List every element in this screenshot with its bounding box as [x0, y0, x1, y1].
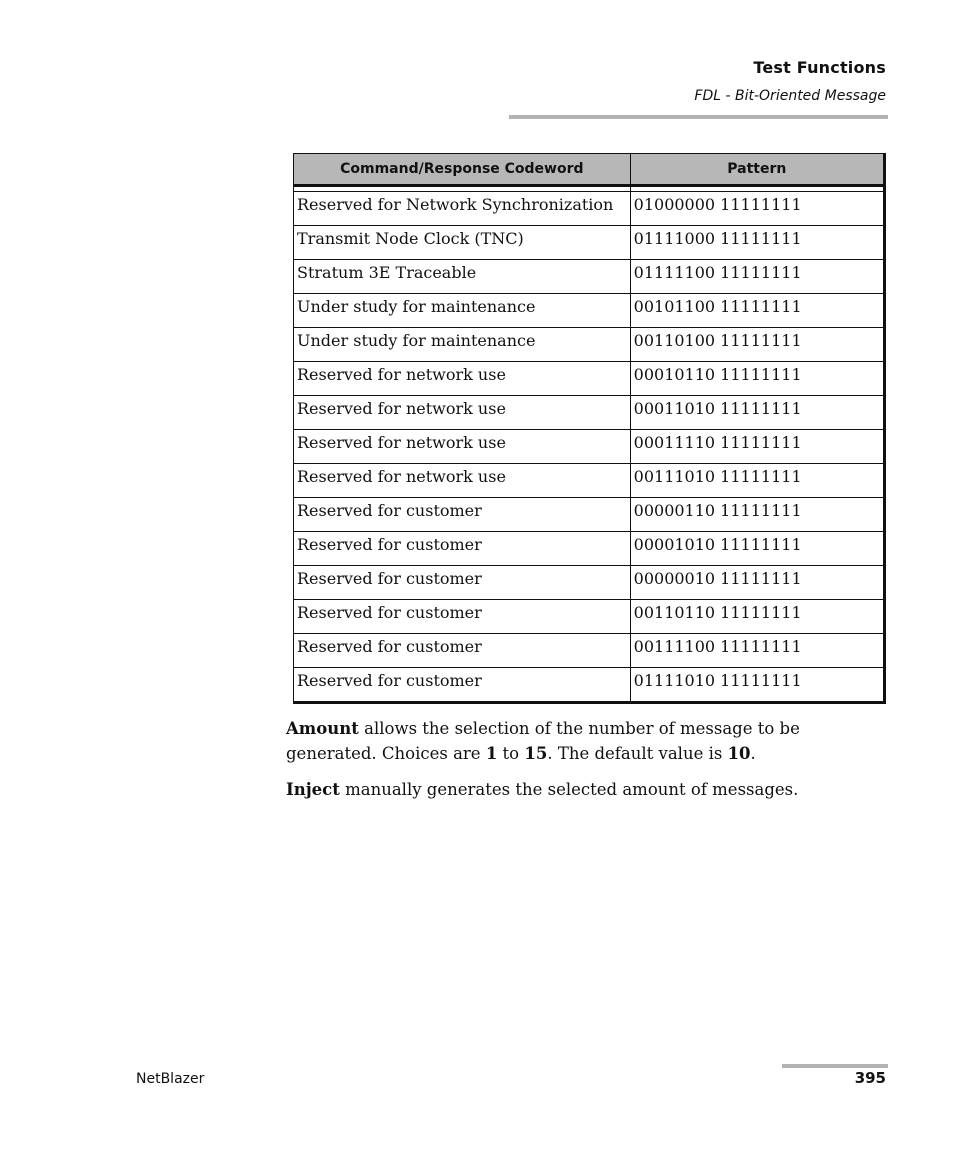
codeword-cell: Reserved for customer	[294, 668, 631, 703]
codeword-cell: Under study for maintenance	[294, 294, 631, 328]
pattern-cell: 00101100 11111111	[630, 294, 884, 328]
amount-text-1: allows the selection of the number of message to be generated. Choices are	[286, 719, 800, 763]
footer-divider	[782, 1064, 888, 1068]
codeword-cell: Reserved for customer	[294, 566, 631, 600]
amount-text-2: to	[497, 744, 525, 763]
pattern-cell: 01000000 11111111	[630, 192, 884, 226]
section-subtitle: FDL - Bit-Oriented Message	[694, 88, 886, 104]
codeword-cell: Reserved for customer	[294, 532, 631, 566]
amount-term: Amount	[286, 719, 359, 738]
pattern-cell: 00001010 11111111	[630, 532, 884, 566]
table-row	[294, 396, 885, 430]
table-row	[294, 328, 885, 362]
pattern-cell: 00110100 11111111	[630, 328, 884, 362]
codeword-cell: Reserved for network use	[294, 464, 631, 498]
pattern-cell: 00111010 11111111	[630, 464, 884, 498]
table-header-row	[294, 154, 885, 186]
section-title: Test Functions	[753, 58, 886, 77]
header-divider	[509, 115, 888, 119]
column-header-codeword: Command/Response Codeword	[294, 154, 631, 186]
pattern-cell: 00111100 11111111	[630, 634, 884, 668]
table-row	[294, 260, 885, 294]
pattern-cell: 00000010 11111111	[630, 566, 884, 600]
codeword-cell: Reserved for network use	[294, 430, 631, 464]
table-row	[294, 634, 885, 668]
codeword-cell: Reserved for customer	[294, 600, 631, 634]
pattern-cell: 00011110 11111111	[630, 430, 884, 464]
table-row	[294, 362, 885, 396]
inject-text: manually generates the selected amount of messages.	[339, 780, 799, 799]
codeword-table	[293, 153, 886, 704]
table-row	[294, 294, 885, 328]
pattern-cell: 00011010 11111111	[630, 396, 884, 430]
codeword-cell: Reserved for customer	[294, 498, 631, 532]
amount-max: 15	[524, 744, 548, 763]
codeword-cell: Reserved for Network Synchronization	[294, 192, 631, 226]
amount-default: 10	[727, 744, 751, 763]
pattern-cell: 00110110 11111111	[630, 600, 884, 634]
table-row	[294, 192, 885, 226]
amount-description	[286, 716, 846, 766]
amount-text-3: . The default value is	[547, 744, 728, 763]
product-name: NetBlazer	[136, 1071, 205, 1087]
amount-text-4: .	[750, 744, 756, 763]
inject-term: Inject	[286, 780, 340, 799]
pattern-cell: 01111000 11111111	[630, 226, 884, 260]
codeword-table-container	[293, 153, 888, 704]
table-row	[294, 600, 885, 634]
pattern-cell: 00000110 11111111	[630, 498, 884, 532]
table-row	[294, 430, 885, 464]
pattern-cell: 01111100 11111111	[630, 260, 884, 294]
table-row	[294, 226, 885, 260]
codeword-cell: Reserved for network use	[294, 396, 631, 430]
table-row	[294, 566, 885, 600]
pattern-cell: 01111010 11111111	[630, 668, 884, 703]
codeword-cell: Under study for maintenance	[294, 328, 631, 362]
column-header-pattern: Pattern	[630, 154, 884, 186]
table-row	[294, 498, 885, 532]
table-row	[294, 668, 885, 703]
page-number: 395	[854, 1069, 886, 1087]
codeword-cell: Stratum 3E Traceable	[294, 260, 631, 294]
inject-description	[286, 777, 846, 802]
codeword-cell: Reserved for customer	[294, 634, 631, 668]
amount-min: 1	[485, 744, 498, 763]
pattern-cell: 00010110 11111111	[630, 362, 884, 396]
table-row	[294, 464, 885, 498]
table-row	[294, 532, 885, 566]
codeword-cell: Reserved for network use	[294, 362, 631, 396]
codeword-cell: Transmit Node Clock (TNC)	[294, 226, 631, 260]
